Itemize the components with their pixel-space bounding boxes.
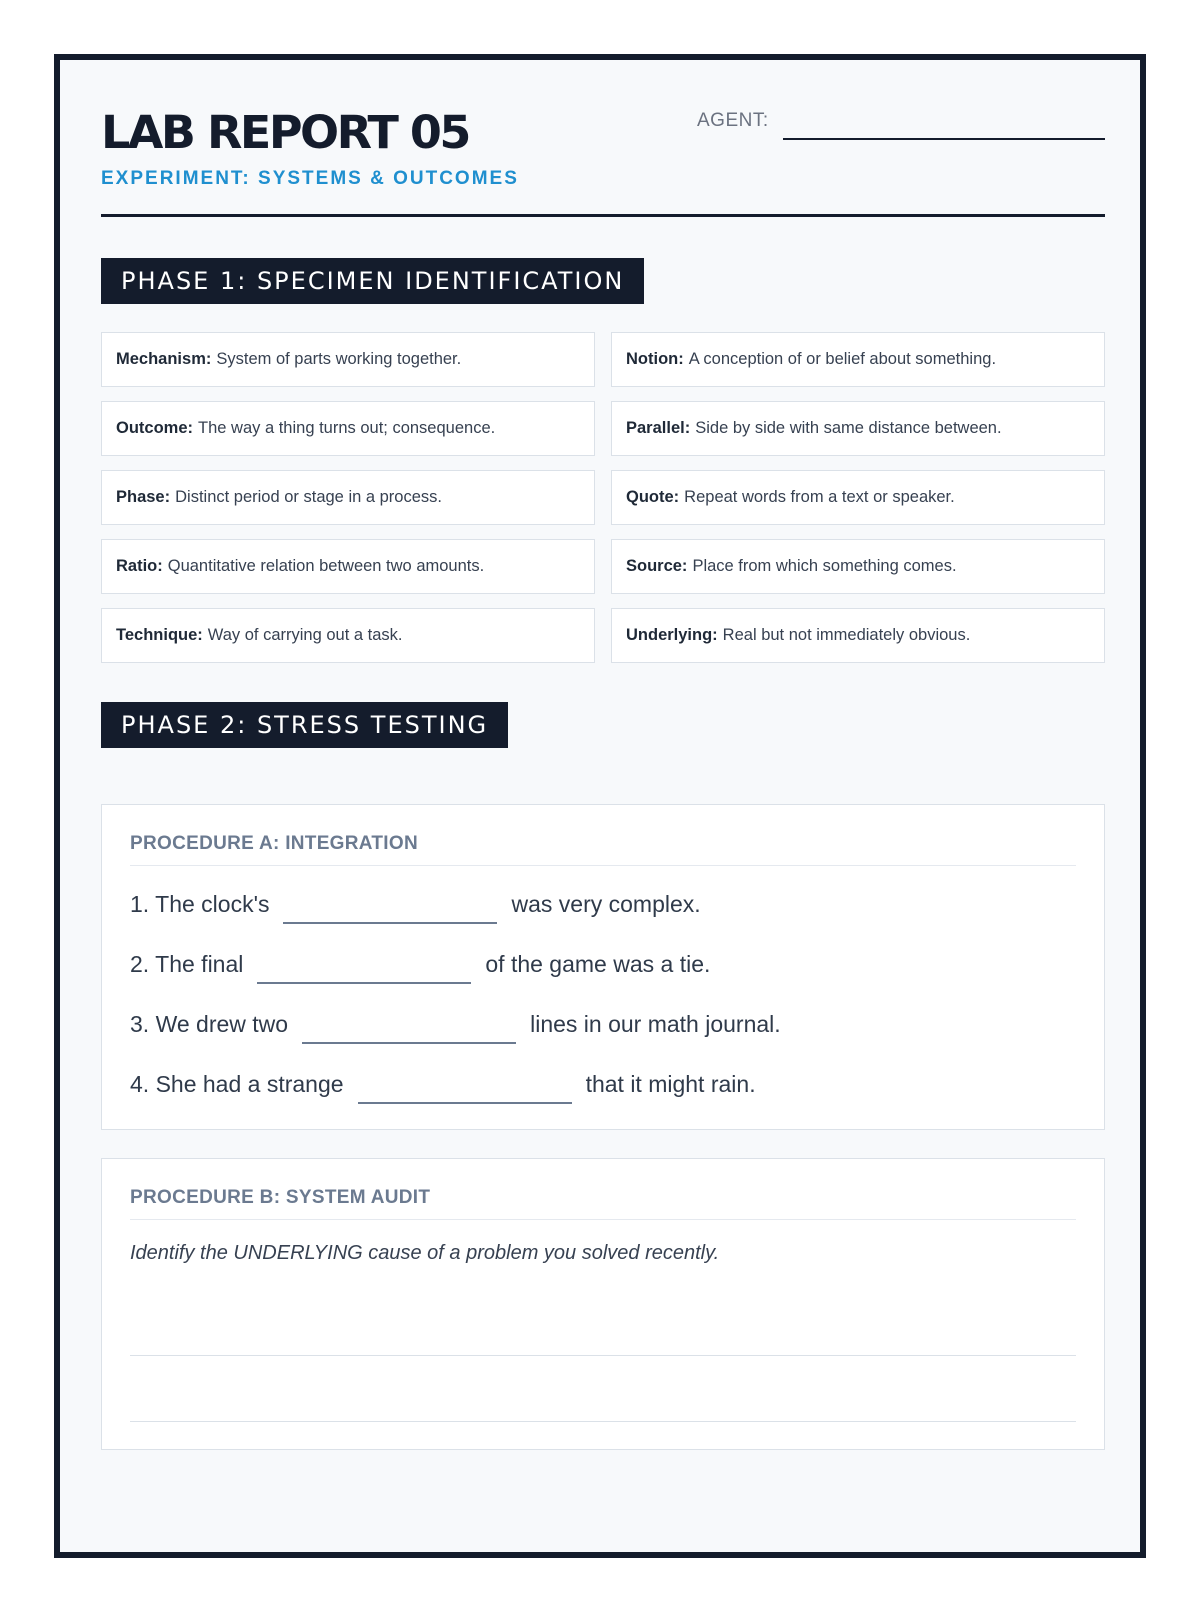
vocab-definition: Way of carrying out a task.: [207, 626, 403, 644]
sentence-start: 4. She had a strange: [130, 1071, 344, 1097]
sentence-start: 2. The final: [130, 951, 244, 977]
vocab-definition: Real but not immediately obvious.: [722, 626, 971, 644]
procedure-b-panel: [101, 1158, 1105, 1450]
vocab-definition: Distinct period or stage in a process.: [175, 488, 442, 506]
vocab-term: Outcome:: [116, 419, 194, 437]
vocab-term: Underlying:: [626, 626, 718, 644]
report-subtitle: EXPERIMENT: SYSTEMS & OUTCOMES: [101, 168, 519, 189]
sentence-end: that it might rain.: [585, 1071, 756, 1097]
vocab-term: Ratio:: [116, 557, 163, 575]
answer-blank[interactable]: [257, 982, 471, 984]
vocab-definition: Quantitative relation between two amounts.: [167, 557, 485, 575]
vocab-definition: The way a thing turns out; consequence.: [198, 419, 496, 437]
sentence-start: 3. We drew two: [130, 1011, 289, 1037]
vocab-card: [101, 608, 595, 663]
vocab-term: Parallel:: [626, 419, 691, 437]
vocabulary-grid: [101, 332, 1105, 663]
procedure-a-panel: [101, 804, 1105, 1130]
vocab-term: Technique:: [116, 626, 203, 644]
vocab-card: [101, 332, 595, 387]
vocab-definition: System of parts working together.: [216, 350, 462, 368]
fill-in-item: [130, 1046, 1076, 1106]
sentence-end: lines in our math journal.: [530, 1011, 781, 1037]
answer-blank[interactable]: [283, 922, 497, 924]
vocab-card: [611, 401, 1105, 456]
fill-in-item: [130, 926, 1076, 986]
vocab-card: [101, 539, 595, 594]
vocab-card: [611, 608, 1105, 663]
report-title: LAB REPORT 05: [101, 106, 469, 159]
worksheet-content: [101, 60, 1105, 1264]
vocab-definition: Place from which something comes.: [692, 557, 957, 575]
fill-in-item: [130, 866, 1076, 926]
vocab-definition: A conception of or belief about something.: [688, 350, 997, 368]
agent-label: AGENT:: [697, 110, 769, 131]
vocab-term: Mechanism:: [116, 350, 212, 368]
answer-line[interactable]: [130, 1421, 1076, 1422]
vocab-card: [101, 470, 595, 525]
vocab-card: [611, 539, 1105, 594]
vocab-term: Phase:: [116, 488, 171, 506]
vocab-term: Quote:: [626, 488, 680, 506]
procedure-a-title: PROCEDURE A: INTEGRATION: [130, 833, 1076, 866]
vocab-definition: Side by side with same distance between.: [695, 419, 1002, 437]
vocab-card: [101, 401, 595, 456]
vocab-card: [611, 332, 1105, 387]
answer-blank[interactable]: [302, 1042, 516, 1044]
header-divider: [101, 214, 1105, 217]
sentence-start: 1. The clock's: [130, 891, 270, 917]
sentence-end: of the game was a tie.: [485, 951, 711, 977]
audit-prompt: Identify the UNDERLYING cause of a problem you solved recently.: [130, 1242, 720, 1264]
fill-in-item: [130, 986, 1076, 1046]
vocab-term: Source:: [626, 557, 688, 575]
vocab-card: [611, 470, 1105, 525]
procedure-b-title: PROCEDURE B: SYSTEM AUDIT: [130, 1187, 1076, 1220]
vocab-term: Notion:: [626, 350, 684, 368]
sentence-end: was very complex.: [511, 891, 701, 917]
agent-field: [697, 110, 1105, 132]
answer-blank[interactable]: [358, 1102, 572, 1104]
agent-name-blank[interactable]: [783, 138, 1105, 140]
report-header: [101, 60, 1105, 220]
phase-2-banner: PHASE 2: STRESS TESTING: [101, 702, 508, 748]
worksheet-page: [54, 54, 1146, 1558]
answer-line[interactable]: [130, 1355, 1076, 1356]
phase-1-banner: PHASE 1: SPECIMEN IDENTIFICATION: [101, 258, 644, 304]
vocab-definition: Repeat words from a text or speaker.: [684, 488, 955, 506]
